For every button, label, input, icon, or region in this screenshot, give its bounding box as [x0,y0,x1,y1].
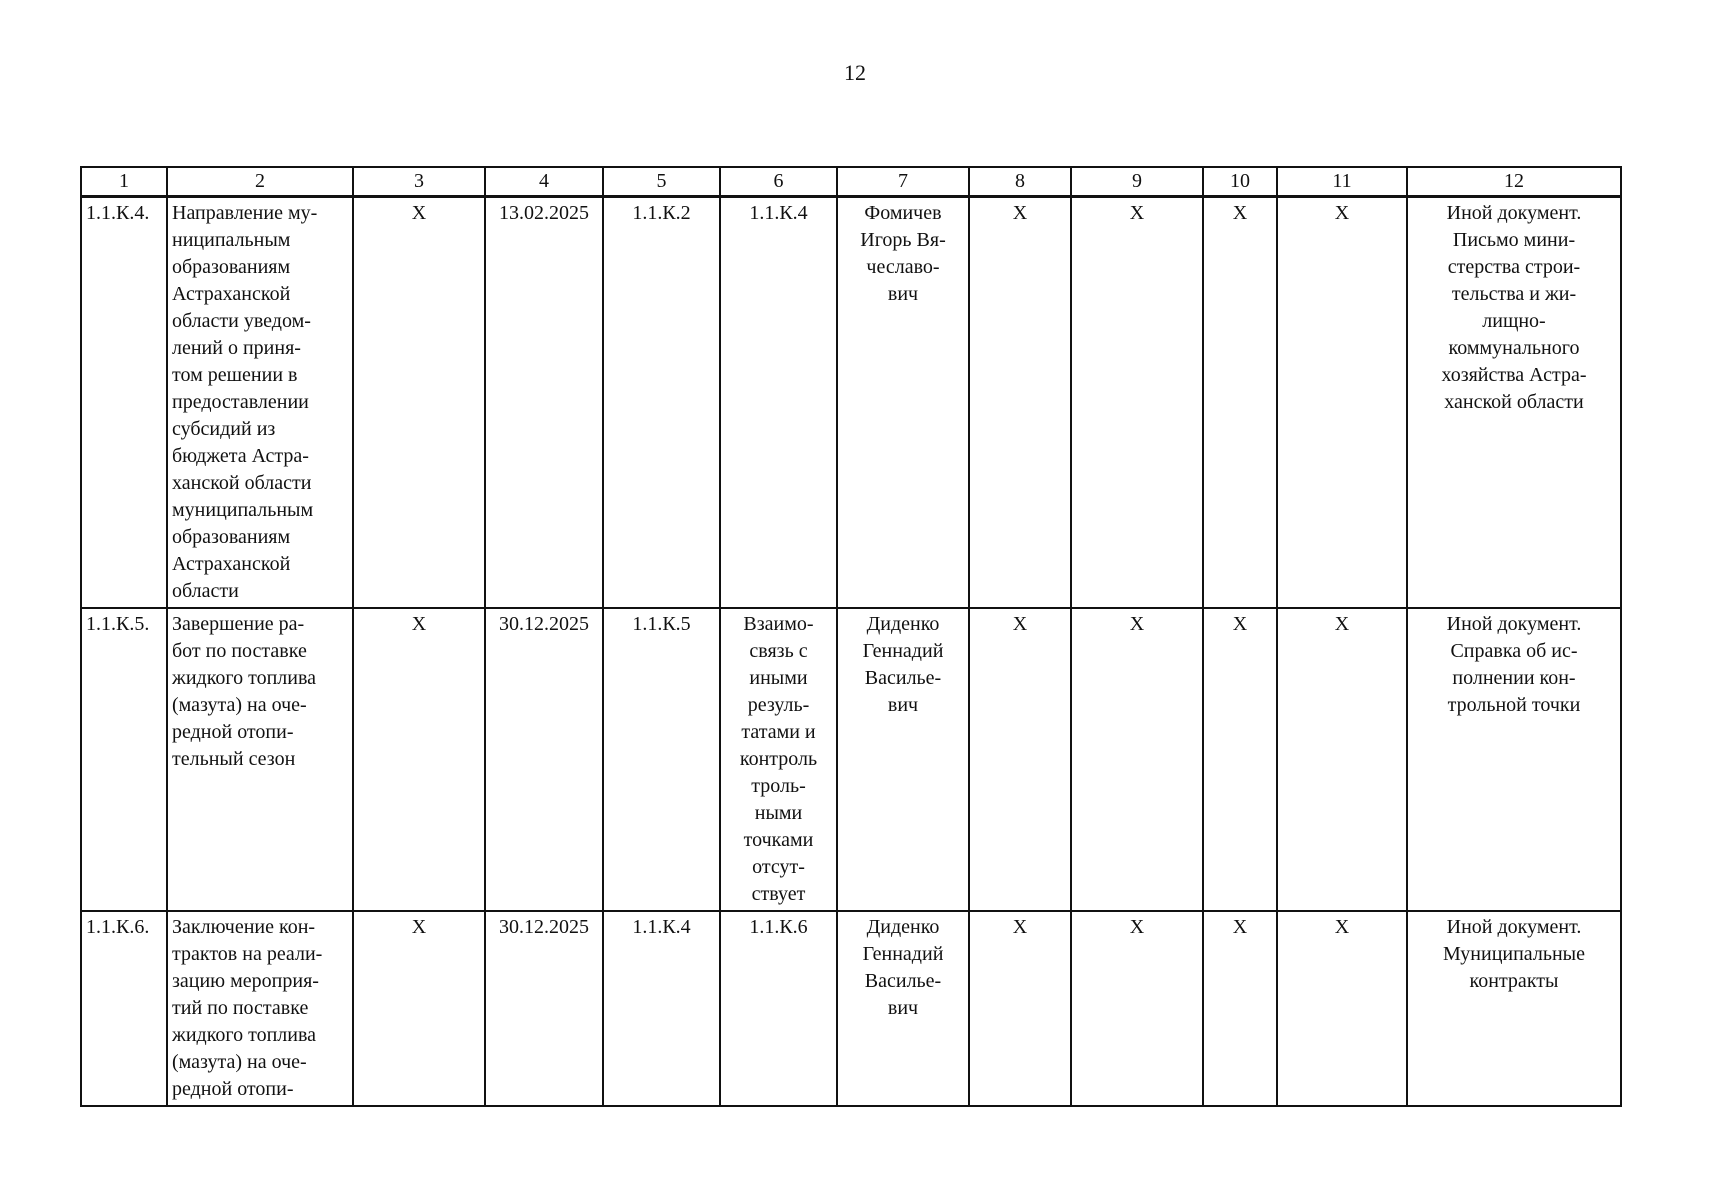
column-header-2: 2 [167,167,353,197]
control-point-name: Направление му- ниципальным образованиям Астраханской области уведом- лений о приня- том решении в предоставлении субсидий из бюджета Астра- ханской области муниципальным образованиям Астраханской области [167,197,353,609]
cell-col8: Х [969,911,1071,1106]
cell-col3: Х [353,197,485,609]
previous-point: 1.1.К.2 [603,197,720,609]
responsible-person: Диденко Геннадий Василье- вич [837,911,969,1106]
page-number: 12 [844,60,866,85]
cell-col9: Х [1071,911,1203,1106]
column-header-7: 7 [837,167,969,197]
column-header-8: 8 [969,167,1071,197]
control-point-code: 1.1.К.6. [81,911,167,1106]
control-points-table [80,166,1622,1107]
next-point: 1.1.К.4 [720,197,837,609]
control-point-date: 30.12.2025 [485,911,603,1106]
cell-col3: Х [353,911,485,1106]
cell-col11: Х [1277,197,1407,609]
cell-col8: Х [969,197,1071,609]
column-header-12: 12 [1407,167,1621,197]
column-header-3: 3 [353,167,485,197]
column-header-5: 5 [603,167,720,197]
responsible-person: Фомичев Игорь Вя- чеславо- вич [837,197,969,609]
cell-col11: Х [1277,911,1407,1106]
control-point-date: 13.02.2025 [485,197,603,609]
previous-point: 1.1.К.5 [603,608,720,911]
confirming-document: Иной документ. Муниципальные контракты [1407,911,1621,1106]
column-header-10: 10 [1203,167,1277,197]
cell-col10: Х [1203,197,1277,609]
table-row [81,608,1621,911]
control-point-name: Заключение кон- трактов на реали- зацию мероприя- тий по поставке жидкого топлива (мазута) на оче- редной отопи- [167,911,353,1106]
control-point-code: 1.1.К.4. [81,197,167,609]
cell-col10: Х [1203,608,1277,911]
cell-col10: Х [1203,911,1277,1106]
control-point-code: 1.1.К.5. [81,608,167,911]
table-header-row [81,167,1621,197]
cell-col11: Х [1277,608,1407,911]
column-header-11: 11 [1277,167,1407,197]
table-row [81,911,1621,1106]
next-point: Взаимо- связь с иными резуль- татами и контроль троль- ными точками отсут- ствует [720,608,837,911]
previous-point: 1.1.К.4 [603,911,720,1106]
table-row [81,197,1621,609]
column-header-4: 4 [485,167,603,197]
control-point-date: 30.12.2025 [485,608,603,911]
confirming-document: Иной документ. Письмо мини- стерства строи- тельства и жи- лищно- коммунального хозяйства Астра- ханской области [1407,197,1621,609]
cell-col9: Х [1071,197,1203,609]
responsible-person: Диденко Геннадий Василье- вич [837,608,969,911]
confirming-document: Иной документ. Справка об ис- полнении кон- трольной точки [1407,608,1621,911]
next-point: 1.1.К.6 [720,911,837,1106]
cell-col8: Х [969,608,1071,911]
cell-col9: Х [1071,608,1203,911]
control-point-name: Завершение ра- бот по поставке жидкого топлива (мазута) на оче- редной отопи- тельный сезон [167,608,353,911]
column-header-9: 9 [1071,167,1203,197]
column-header-6: 6 [720,167,837,197]
cell-col3: Х [353,608,485,911]
column-header-1: 1 [81,167,167,197]
